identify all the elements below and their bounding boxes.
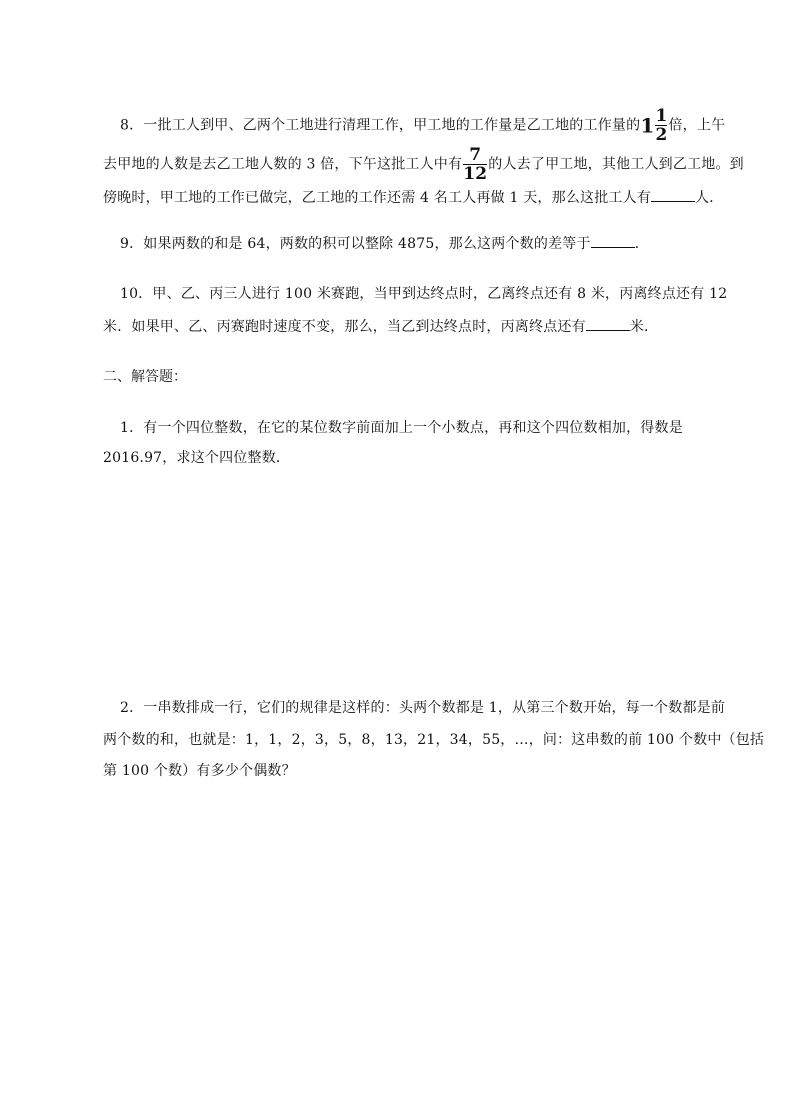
- p1-text-1: 1．有一个四位整数，在它的某位数字前面加上一个小数点，再和这个四位数相加，得数是: [120, 420, 683, 436]
- q8-text-2a: 去甲地的人数是去乙工地人数的 3 倍，下午这批工人中有: [103, 156, 463, 173]
- fraction: [463, 147, 487, 182]
- mixed-number-fraction: [655, 108, 667, 143]
- p2-text-1: 2．一串数排成一行，它们的规律是这样的：头两个数都是 1，从第三个数开始，每一个数都是前: [120, 700, 726, 716]
- q10-text-1: 10．甲、乙、丙三人进行 100 米赛跑，当甲到达终点时，乙离终点还有 8 米，丙离终点还有 12: [120, 286, 728, 302]
- p2-line-1: [120, 698, 725, 718]
- q8-line-2: [103, 147, 744, 182]
- fraction-numerator: 7: [469, 145, 482, 165]
- q10-text-2b: 米．: [629, 319, 659, 335]
- q9-text-b: ．: [634, 236, 649, 252]
- p2-line-3: [103, 761, 296, 781]
- q9-text-a: 9．如果两数的和是 64，两数的积可以整除 4875，那么这两个数的差等于: [120, 236, 591, 252]
- mixed-number-whole: 1: [640, 113, 655, 138]
- q8-line-1: [120, 108, 725, 143]
- q8-text-3b: 人．: [695, 190, 724, 206]
- p2-text-3: 第 100 个数）有多少个偶数？: [103, 763, 296, 779]
- answer-blank[interactable]: [651, 187, 695, 202]
- fraction-numerator: 1: [655, 106, 668, 126]
- p1-line-2: [103, 448, 290, 468]
- answer-blank[interactable]: [591, 233, 635, 248]
- q8-line-3: [103, 187, 723, 208]
- answer-blank[interactable]: [586, 316, 630, 331]
- fraction-denominator: 12: [463, 164, 488, 184]
- p1-text-2: 2016.97，求这个四位整数．: [103, 450, 291, 466]
- p2-text-2: 两个数的和，也就是：1，1，2，3，5，8，13，21，34，55，…，问：这串数的前 100 个数中（包括: [103, 732, 765, 748]
- q9-line-1: [120, 233, 649, 254]
- p2-line-2: [103, 730, 764, 750]
- q8-text-3a: 傍晚时，甲工地的工作已做完，乙工地的工作还需 4 名工人再做 1 天，那么这批工人有: [103, 190, 652, 206]
- section-heading: 二、解答题：: [103, 369, 187, 385]
- fraction-denominator: 2: [655, 125, 668, 145]
- q8-text-1a: 8．一批工人到甲、乙两个工地进行清理工作，甲工地的工作量是乙工地的工作量的: [120, 117, 641, 134]
- q10-line-1: [120, 284, 727, 304]
- q8-text-2b: 的人去了甲工地，其他工人到乙工地。到: [488, 156, 744, 173]
- q8-text-1b: 倍，上午: [668, 117, 726, 134]
- q10-text-2a: 米．如果甲、乙、丙赛跑时速度不变，那么，当乙到达终点时，丙离终点还有: [103, 319, 586, 335]
- q10-line-2: [103, 316, 658, 337]
- p1-line-1: [120, 418, 683, 438]
